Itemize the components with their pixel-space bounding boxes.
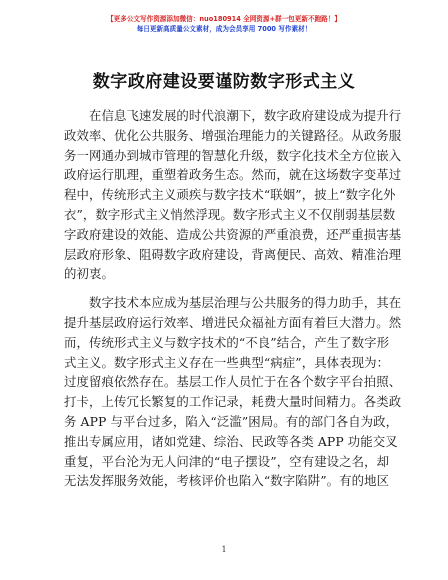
document-title: 数字政府建设要谨防数字形式主义 — [92, 72, 356, 92]
paragraph-line: 打卡，上传冗长繁复的工作记录，耗费大量时间精力。各类政 — [64, 394, 402, 410]
paragraph — [64, 293, 402, 491]
paragraph-line: 在信息飞速发展的时代浪潮下，数字政府建设成为提升行 — [89, 108, 402, 123]
paragraph-line: 层政府形象、阻碍数字政府建设，背离便民、高效、精准治理 — [64, 246, 402, 262]
paragraph-line: 推出专属应用，诸如党建、综治、民政等各类 APP 功能交叉 — [64, 433, 398, 449]
paragraph-line: 务 APP 与平台过多，陷入“泛滥”困局。有的部门各自为政， — [64, 413, 399, 429]
paragraph-line: 务一网通办到城市管理的智慧化升级，数字化技术全方位嵌入 — [64, 147, 402, 163]
paragraph-line: 重复，平台沦为无人问津的“电子摆设”，空有建设之名，却 — [64, 453, 390, 469]
paragraph-line: 衣”，数字形式主义悄然浮现。数字形式主义不仅削弱基层数 — [64, 206, 396, 222]
paragraph-line: 字政府建设的效能、造成公共资源的严重浪费，还严重损害基 — [64, 226, 402, 242]
paragraph-line: 而，传统形式主义与数字技术的“不良”结合，产生了数字形 — [64, 334, 390, 350]
page-number: 1 — [221, 545, 227, 554]
header-banner — [0, 14, 448, 34]
document-body — [64, 106, 402, 500]
paragraph-line: 过度留痕依然存在。基层工作人员忙于在各个数字平台拍照、 — [64, 374, 402, 390]
paragraph-line: 数字技术本应成为基层治理与公共服务的得力助手，其在 — [89, 295, 402, 311]
paragraph — [64, 106, 402, 284]
paragraph-line: 式主义。数字形式主义存在一些典型“病症”，具体表现为： — [64, 354, 390, 370]
paragraph-line: 无法发挥服务效能，考核评价也陷入“数字陷阱”。有的地区 — [64, 473, 390, 489]
paragraph-line: 提升基层政府运行效率、增进民众福祉方面有着巨大潜力。然 — [64, 314, 402, 330]
paragraph-line: 政效率、优化公共服务、增强治理能力的关键路径。从政务服 — [64, 127, 402, 143]
paragraph-line: 的初衷。 — [64, 266, 114, 282]
banner-update-line: 每日更新高质量公文素材，成为会员享用 7000 写作素材！ — [136, 25, 312, 33]
banner-promo-line: 【更多公文写作资源添加微信：nuo180914 全网资源+群一包更新不跑路！】 — [107, 15, 341, 23]
paragraph-line: 程中，传统形式主义顽疾与数字技术“联姻”，披上“数字化外 — [64, 187, 396, 203]
paragraph-line: 政府运行肌理，重塑着政务生态。然而，就在这场数字变革过 — [64, 167, 402, 183]
